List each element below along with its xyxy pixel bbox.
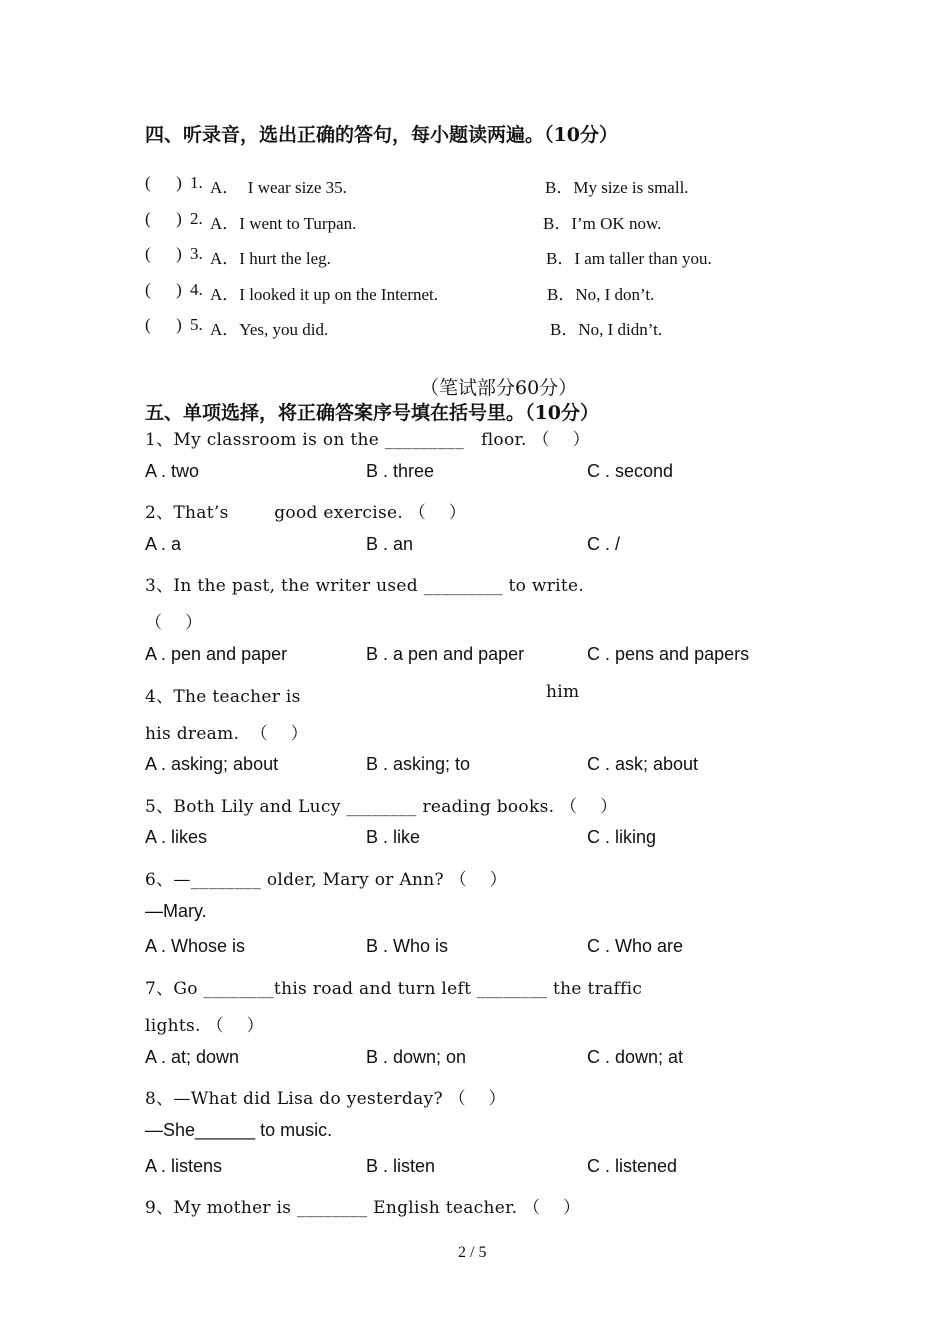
question-5: 5、Both Lily and Lucy ________ reading books. （ ） [145, 797, 618, 817]
q3-option-a: A . pen and paper [145, 644, 288, 664]
question-3: 3、In the past, the writer used _________ to write. [145, 576, 585, 596]
item-number: 2. [190, 209, 203, 228]
q6-option-c: C . Who are [587, 936, 684, 956]
option-b: B．No, I didn’t. [550, 320, 663, 339]
page-number: 2 / 5 [458, 1244, 487, 1261]
item-number: 3. [190, 244, 203, 263]
question-8-answer: —She______ to music. [145, 1120, 333, 1140]
q8-option-c: C . listened [587, 1156, 678, 1176]
section-5-title: 五、单项选择，将正确答案序号填在括号里。（10分） [145, 402, 599, 424]
question-1: 1、My classroom is on the _________ floor. （ ） [145, 430, 590, 450]
option-a: A．I hurt the leg. [210, 249, 331, 268]
question-8: 8、—What did Lisa do yesterday? （ ） [145, 1089, 506, 1109]
q8-option-a: A . listens [145, 1156, 223, 1176]
question-7: 7、Go ________this road and turn left ________ the traffic [145, 979, 643, 999]
section-4-title: 四、听录音，选出正确的答句，每小题读两遍。（10分） [145, 124, 618, 146]
q6-option-a: A . Whose is [145, 936, 246, 956]
answer-paren: ( ) [145, 315, 182, 334]
item-number: 1. [190, 173, 203, 192]
q4-option-b: B . asking; to [366, 754, 471, 774]
option-b: B．My size is small. [545, 178, 689, 197]
q1-option-c: C . second [587, 461, 674, 481]
q3-option-b: B . a pen and paper [366, 644, 525, 664]
option-a: A．Yes, you did. [210, 320, 329, 339]
q2-option-b: B . an [366, 534, 414, 554]
q8-option-b: B . listen [366, 1156, 436, 1176]
written-part-heading: （笔试部分60分） [420, 377, 578, 399]
q3-option-c: C . pens and papers [587, 644, 750, 664]
question-4-him: him [546, 682, 580, 702]
q5-option-b: B . like [366, 827, 421, 847]
q6-option-b: B . Who is [366, 936, 449, 956]
answer-paren: ( ) [145, 173, 182, 192]
option-b: B．I’m OK now. [543, 214, 662, 233]
option-a: A． I wear size 35. [210, 178, 347, 197]
question-6-answer: —Mary. [145, 901, 207, 921]
answer-paren: ( ) [145, 209, 182, 228]
question-4-cont: his dream. （ ） [145, 724, 309, 744]
option-b: B．No, I don’t. [547, 285, 655, 304]
question-9: 9、My mother is ________ English teacher. （ ） [145, 1198, 581, 1218]
answer-paren: ( ) [145, 280, 182, 299]
question-4: 4、The teacher is [145, 687, 301, 707]
item-number: 4. [190, 280, 203, 299]
option-b: B．I am taller than you. [546, 249, 712, 268]
q1-option-b: B . three [366, 461, 435, 481]
answer-paren: ( ) [145, 244, 182, 263]
q7-option-c: C . down; at [587, 1047, 684, 1067]
q7-option-b: B . down; on [366, 1047, 467, 1067]
q5-option-a: A . likes [145, 827, 208, 847]
q2-option-c: C . / [587, 534, 621, 554]
q7-option-a: A . at; down [145, 1047, 240, 1067]
q5-option-c: C . liking [587, 827, 657, 847]
question-2: 2、That’s good exercise. （ ） [145, 503, 467, 523]
question-3-paren: （ ） [145, 613, 203, 633]
q4-option-c: C . ask; about [587, 754, 699, 774]
q2-option-a: A . a [145, 534, 182, 554]
q1-option-a: A . two [145, 461, 200, 481]
q4-option-a: A . asking; about [145, 754, 279, 774]
item-number: 5. [190, 315, 203, 334]
question-7-cont: lights. （ ） [145, 1016, 264, 1036]
option-a: A．I looked it up on the Internet. [210, 285, 439, 304]
option-a: A．I went to Turpan. [210, 214, 357, 233]
question-6: 6、—________ older, Mary or Ann? （ ） [145, 870, 508, 890]
